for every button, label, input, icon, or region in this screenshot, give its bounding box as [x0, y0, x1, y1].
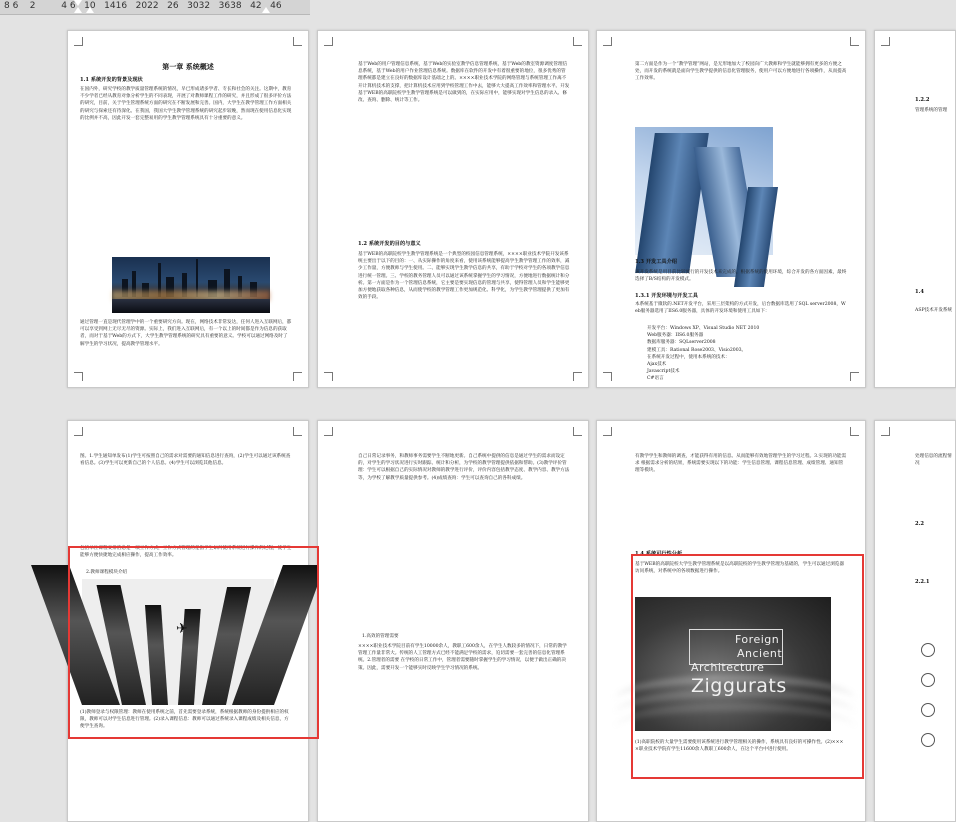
- body-paragraph: 该开发系统是用目前比较流行的开发技术来完成的，根据系统的使用环境，综合开发的各方面因素，最终选择了B/S结构的开发模式。: [635, 270, 847, 283]
- section-number: 1.4: [915, 289, 925, 295]
- horizontal-ruler[interactable]: [0, 0, 310, 15]
- section-number: 1.2.2: [915, 97, 930, 103]
- cover-title-main: Ziggurats: [691, 675, 787, 697]
- cover-title-line: Architecture: [691, 661, 765, 674]
- tools-list-item: Ajax技术: [647, 362, 667, 368]
- tools-list-item: Javascript技术: [647, 369, 680, 375]
- diagram-node: [921, 643, 935, 657]
- section-heading: 1.3 开发工具介绍: [635, 259, 677, 265]
- chapter-title: 第一章 系统概述: [162, 62, 214, 71]
- highlight-box-right: [631, 554, 864, 779]
- section-heading: 1.1 系统开发的背景及现状: [80, 77, 143, 83]
- body-paragraph: 在国内外，研究学校的教学质量管理系统的情况，早已形成诸多学者、专长和社会的关注。这期中，教育不少学者已经从教育对象分析学生的不同表现，开展了对教师课程工作的研究，并且形成了很多评价方法的研究，目前，关于学生管理系统方面的研究在不断发展和完善。国内，大学生在教学管理工作方面相关的研究与探索还有待深化。在我国，我国大学生教学管理系统的研究起步较晚，然而现在使用信息化实现的比例并不高，因此开发一套完整易用的学生教学管理系统具有十分重要的意义。: [80, 87, 292, 121]
- body-paragraph: 有教学学生和教师的调查，才能获得有用的信息。从而能够有效地管理学生的学习过程。3.实现的功能需求 根据需求分析的结果，系统需要实现以下的功能：学生信息管理、课程信息管理、成绩管理、通知管理等模块。: [635, 454, 847, 474]
- tools-list-item: C#语言: [647, 376, 664, 382]
- body-paragraph: (1)高职院校的大量学生需要使用该系统进行教学管理相关的操作，系统具有良好的可操作性。(2)××××职业技术学院有学生11600余人教职工600余人，在这个平台中进行使用。: [635, 740, 844, 753]
- cover-title-line: Foreign: [735, 633, 780, 646]
- tools-list: [647, 325, 847, 383]
- diagram-node: [921, 673, 935, 687]
- body-paragraph: 通过管理一直是现代管理学中的一个重要研究方向。现在，网络技术非常发达，任何人进入互联网后，都可以享受到网上无尽无尽的资源。实际上，我们进入互联网后，有一个以上的时间都是作为信息的获取者，而对于基于Web的方式下，大学生教学管理系统的研究具有重要的意义。学校可以通过网络及时了解学生的学习状况，提高教学管理水平。: [80, 320, 292, 347]
- list-heading: 1.高效的管理需要: [362, 634, 399, 639]
- body-paragraph: ××××职业技术学院目前有学生10000余人，教职工600余人，在学生人数较多的情况下，日常的教学管理工作量非常大。传统的人工管理方式已经不能满足学校的需求，迫切需要一套完善的信息化管理系统。2.管理者的需要 在学校的日常工作中，管理者需要随时掌握学生的学习情况，以便于做出正确的决策。因此，需要开发一个能够实时反映学生学习情况的系统。: [358, 644, 567, 671]
- tools-list-item: 数据库服务器：SQLserver2008: [647, 340, 716, 346]
- body-paragraph: 自己日常记录事务，和教师事务需要学生不断地更新。自己系统中提供的信息是通过学生的需求而设定的，对学生的学习状况进行实时跟踪、统计和分析，为学校的教学管理提供依据和帮助。(3)教学评价管理：学生可以根据自己的实际情况对教师的教学进行评价，评价内容包括教学态度、教学内容、教学方法等，为学校了解教学质量提供参考。(4)成绩查询：学生可以查询自己的各科成绩。: [358, 454, 570, 481]
- body-paragraph: 本系统基于微软的.NET开发平台，采用三层架构的方式开发，后台数据库选用了SQL server2008，Web服务器选用了IIS6.0服务器，具体的开发环境和使用工具如下：: [635, 302, 846, 315]
- subsection-label: 2.教师课程模块介绍: [86, 570, 128, 575]
- hanging-indent-marker[interactable]: [74, 7, 82, 13]
- airplane-icon: ✈: [176, 621, 188, 637]
- tools-list-item: 建模工具：Rational Rose2003、Visio2003。: [647, 347, 747, 353]
- tools-list-item: Web服务器：IIS6.0服务器: [647, 333, 704, 339]
- subsection-heading: 1.3.1 开发环境与开发工具: [635, 293, 698, 299]
- right-indent-marker[interactable]: [262, 7, 270, 13]
- first-line-indent-marker[interactable]: [74, 0, 82, 6]
- body-paragraph: 基于WEB的高职院校大学生教学管理系统是以高职院校的学生教学管理为基础的，学生可以通过浏览器访问系统，对系统中的各项数据进行操作。: [635, 562, 844, 575]
- highlight-box-left: [68, 546, 319, 739]
- text-fragment: 管理系统的管理: [915, 108, 948, 113]
- page-2[interactable]: [317, 30, 589, 388]
- text-fragment: ASP技术开发系统: [915, 308, 953, 313]
- left-indent-marker[interactable]: [86, 7, 94, 13]
- office-towers-image[interactable]: [635, 127, 773, 255]
- ruler-numbers: 8 6 2 4 6 10 1416 2022 26 3032 3638 42 46: [4, 1, 282, 11]
- text-fragment: 处理信息的流程情况: [915, 454, 952, 467]
- body-paragraph: 第二方面是作为一个“教学管理”网站，是无形地加大了校园向广大教师和学生就能够拥有更多的方便之处，而开发的系统就是面向学生教学提供的信息化管理服务，使用户可以方便地进行各项操作，从而提高工作效率。: [635, 62, 847, 82]
- tools-list-item: 开发平台：Windows XP、Visual Studio NET 2010: [647, 326, 760, 331]
- body-paragraph: 基于Web的用户管理信息系统，基于Web的实验室教学信息管理系统，基于Web的教室资源调度管理信息系统，基于Web的用户作业管理信息系统。数据库在软件的开发中有着很重要的地位，很多优秀的管理系统都是建立在良好的数据库设计基础之上的。××××职业技术学院的网络管理与系统管理工作离不开计算机技术的支撑，把计算机技术应用到学校管理工作中去，能够大大提高工作效率和管理水平。开发基于WEB的高职院校学生教学管理系统是可以做到的，在实际应用中，能够实现对学生信息的录入、修改、查询、删除、统计等工作。: [358, 62, 570, 104]
- diagram-node: [921, 703, 935, 717]
- body-paragraph: 包括单位课程安排信息是一项工作方式，工作方式管理的是指学生如何使用系统进行操作的过程，使学生能够方便快捷地完成相应操作，提高工作效率。: [80, 546, 292, 559]
- page-partial-bottom[interactable]: [874, 420, 956, 822]
- cover-title-line: Ancient: [737, 647, 783, 660]
- page-1[interactable]: [67, 30, 309, 388]
- section-heading: 1.4 系统可行性分析: [635, 551, 683, 557]
- page-3[interactable]: [596, 30, 866, 388]
- body-paragraph: 图。1.学生通知单发布(1)学生可按照自己的需求对需要的通知信息进行查询，(2)学生可以通过该系统查看信息。(3)学生可以更新自己的个人信息。(4)学生可以浏览其他信息。: [80, 454, 291, 467]
- page-partial-top[interactable]: [874, 30, 956, 388]
- section-heading: 1.2 系统开发的目的与意义: [358, 241, 421, 247]
- diagram-node: [921, 733, 935, 747]
- body-paragraph: 基于WEB的高职院校学生教学管理系统是一个典型的校园信息管理系统，××××职业技术学院开发该系统主要出于以下的目的：一、从实际操作的角度来看，使用该系统能够提高学生教学管理工作的效率，减少工作量，方便教师与学生使用。二、能够实现学生教学信息的共享，有助于学校对学生的各项教学信息进行统一管理。三、学校的教务管理人员可以通过该系统掌握学生的学习情况，方便地进行数据统计和分析。第一方面是作为一个管理信息系统，它主要是要实现信息的管理与共享，使得管理人员和学生能够更加方便地获取各种信息，从而使学校的教学管理工作更加规范化、科学化，为学生教学管理提供了更加有效的手段。: [358, 252, 570, 301]
- section-number: 2.2: [915, 521, 925, 527]
- city-skyline-image[interactable]: [112, 257, 270, 313]
- page-5[interactable]: [317, 420, 589, 822]
- tools-list-item: 在系统开发过程中，使用本系统的技术：: [647, 354, 730, 360]
- section-number: 2.2.1: [915, 579, 930, 585]
- body-paragraph: (1)教师登录与权限管理：教师在使用系统之前，首先需要登录系统，系统根据教师的身份提供相应的权限，教师可以对学生信息进行管理。(2)录入课程信息：教师可以通过系统录入课程成绩及相关信息，方便学生查询。: [80, 710, 289, 730]
